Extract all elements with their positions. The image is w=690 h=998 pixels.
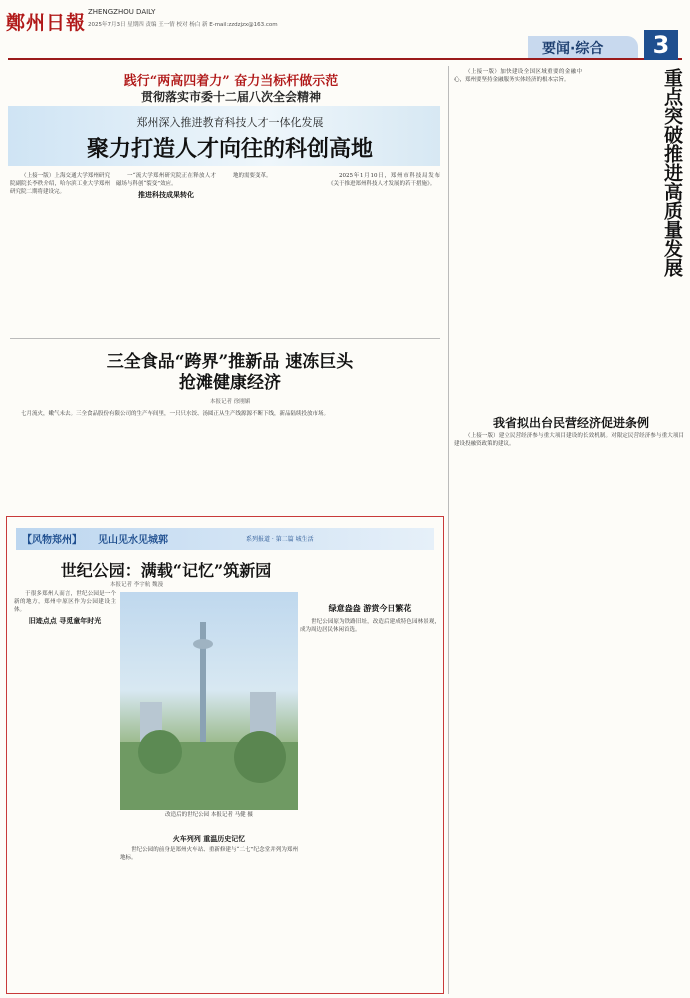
kicker-black: 贯彻落实市委十二届八次全会精神 [140, 90, 321, 104]
feature-headline: 世纪公园：满载“记忆”筑新园 [60, 561, 272, 580]
feature-brand: 【风物郑州】 [22, 535, 82, 546]
newspaper-logo: 鄭州日報 [6, 12, 87, 34]
paper-name: ZHENGZHOU DAILY [88, 8, 156, 16]
kicker-red: 践行“两高四着力” 奋力当标杆做示范 [123, 74, 339, 89]
photo-caption: 改造后的世纪公园 本报记者 马健 摄 [165, 812, 253, 818]
story-column-4: 2025年1月10日，郑州市科技局发布《关于推进郑州科技人才发展的若干措施》。 [328, 173, 440, 187]
policy-body: （上接一版）建立民营经济参与重大项目建设的长效机制。对限定民营经济参与重大项目建设投融资政策的建议。 [454, 433, 684, 447]
main-headline: 聚力打造人才向往的科创高地 [86, 136, 373, 162]
right-body: （上接一版）加快建设全国区域重要的金融中心，郑州要坚持金融服务实体经济的根本宗旨。 [454, 69, 582, 83]
story2-byline: 本报记者 徐刚媚 [210, 399, 251, 405]
date-line: 2025年7月3日 星期四 责编 王一情 校对 杨白 新 E-mail:zzdzjzx@163.com [88, 22, 278, 28]
section-tag: 要闻·综合 [528, 36, 638, 58]
park-photo [120, 592, 298, 810]
tower-skyline-illustration [120, 592, 298, 810]
story-column-3: 地的需要变革。 [233, 173, 272, 179]
story2-headline: 三全食品“跨界”推新品 速冻巨头抢滩健康经济 [106, 352, 354, 393]
story-column-2: 一“流大学郑州研究院正在释放人才磁场与科创“裂变”效应。 推进科技成果转化 [116, 173, 216, 199]
feature-column-1: 于很多郑州人而言，世纪公园是一个新的地方，郑州中原区作为公园建设主体。 旧迹点点 寻觅童年时光 [14, 591, 116, 625]
story2-body: 七月流火，嫩气未去。三全食品股份有限公司的生产车间里，一只只水饺、汤圆正从生产线源源不断下线，新品陆续投放市场。 [21, 411, 330, 417]
feature-byline: 本报记者 李宇航 魏漫 [110, 582, 163, 588]
feature-subsection-3: 绿意盎盎 游赏今日繁花 [328, 603, 412, 613]
story-subhead: 郑州深入推进教育科技人才一体化发展 [136, 116, 324, 129]
feature-column-3: 世纪公园原为铁路旧址，改造后建成特色园林景观，成为周边居民休闲首选。 [300, 619, 440, 633]
page-number: 3 [644, 30, 678, 60]
right-headline: 重点突破推进高质量发展 [661, 68, 683, 277]
story-column-1: （上接一版）上海交通大学郑州研究院副院长李秩介绍，哈尔滨工业大学郑州研究院二期将建设完。 [10, 173, 110, 195]
feature-subsection-2: 火车列列 重温历史记忆 [172, 834, 246, 843]
feature-subsection-1: 旧迹点点 寻觅童年时光 [28, 616, 102, 625]
feature-column-sub: 系列报道 · 第二篇 城生活 [246, 536, 314, 543]
feature-column-name: 见山见水见城郭 [98, 535, 168, 546]
policy-section-title: 我省拟出台民营经济促进条例 [492, 416, 649, 430]
column-rule [448, 66, 449, 994]
subsection-title: 推进科技成果转化 [138, 190, 194, 199]
feature-column-2: 火车列列 重温历史记忆 世纪公园的前身是郑州火车站、重新修建与“二七”纪念堂并列为郑州地标。 [120, 834, 298, 861]
divider [10, 338, 440, 339]
